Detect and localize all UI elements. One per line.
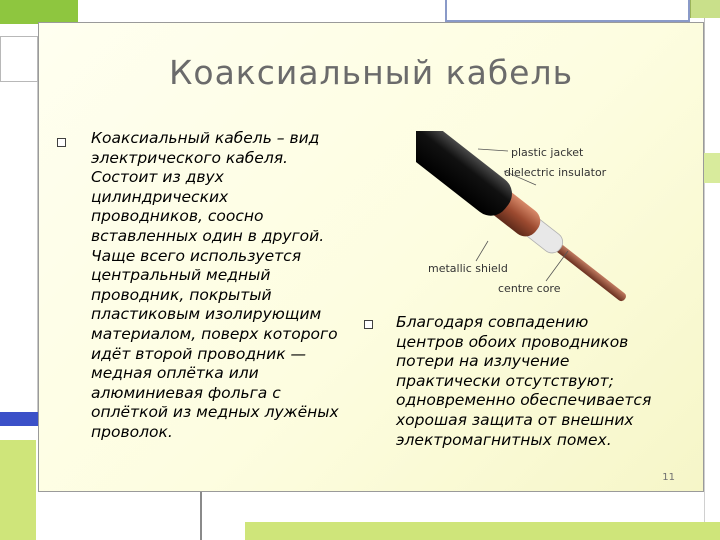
coaxial-cable-illustration [416, 131, 666, 313]
bullet-square-icon [57, 138, 66, 147]
decor-right-panel [704, 18, 720, 153]
decor-right-top-block [690, 0, 720, 18]
decor-outline-block [0, 36, 38, 82]
label-dielectric-insulator: dielectric insulator [504, 166, 607, 179]
decor-lime-block-bottom [0, 440, 36, 540]
label-plastic-jacket: plastic jacket [511, 146, 584, 159]
page-number: 11 [662, 472, 675, 483]
decor-blue-block [0, 412, 38, 426]
slide-title: Коаксиальный кабель [168, 53, 574, 92]
label-centre-core: centre core [498, 282, 561, 295]
decor-bottom-line [200, 490, 202, 540]
bullet-text-advantages: Благодаря совпадению центров обоих проводников потери на излучение практически отсутствуют; одновременно обеспечивается хорошая защита от внешних электромагнитных помех. [396, 313, 652, 449]
decor-green-block [0, 0, 78, 24]
slide-panel [38, 22, 704, 492]
label-metallic-shield: metallic shield [428, 262, 508, 275]
decor-left-panel [0, 82, 38, 412]
decor-right-lime-block [704, 153, 720, 183]
bullet-text-definition: Коаксиальный кабель – вид электрического кабеля. Состоит из двух цилиндрических проводников, соосно вставленных один в другой. Чаще всего используется центральный медный проводник, покрытый пластиковым изолирующим материалом, поверх которого идёт второй проводник — медная оплётка или алюминиевая фольга с оплёткой из медных лужёных проволок. [91, 129, 339, 441]
bullet-square-icon [364, 320, 373, 329]
decor-top-outline-block [445, 0, 690, 22]
decor-bottom-lime-bar [245, 522, 720, 540]
